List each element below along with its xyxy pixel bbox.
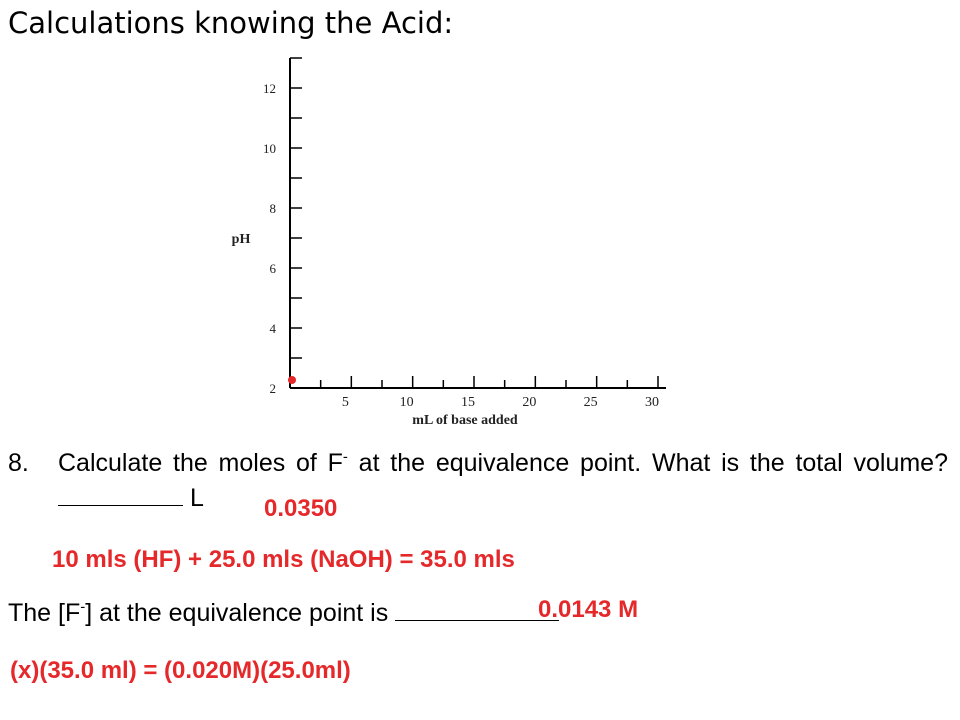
x-tick-label: 30 <box>645 395 659 410</box>
concentration-answer: 0.0143 M <box>538 596 639 623</box>
x-tick-label: 10 <box>399 395 414 410</box>
question-text <box>58 446 948 516</box>
y-tick-label: 10 <box>263 141 276 156</box>
question-text-before: Calculate the moles of F <box>58 449 343 477</box>
fluoride-charge: - <box>342 448 348 466</box>
x-tick-label: 15 <box>461 395 475 410</box>
concentration-calculation: (x)(35.0 ml) = (0.020M)(25.0ml) <box>10 657 351 684</box>
chart-ticks <box>290 58 658 388</box>
concentration-blank <box>395 598 559 621</box>
question-number: 8. <box>8 449 29 477</box>
concentration-question <box>8 598 559 628</box>
slide-title: Calculations knowing the Acid: <box>8 6 454 40</box>
question-8 <box>8 446 948 516</box>
concentration-text-after: ] at the equivalence point is <box>85 599 389 627</box>
x-tick-label: 25 <box>583 395 598 410</box>
x-tick-label: 20 <box>522 395 537 410</box>
concentration-charge: - <box>80 598 86 616</box>
chart-axes <box>290 58 666 388</box>
volume-blank <box>58 483 183 506</box>
volume-answer: 0.0350 <box>264 495 338 522</box>
question-text-after: at the equivalence point. What is the total volume? <box>347 449 948 477</box>
volume-calculation: 10 mls (HF) + 25.0 mls (NaOH) = 35.0 mls <box>52 546 515 573</box>
chart-labels <box>232 81 659 428</box>
y-tick-label: 6 <box>269 261 276 276</box>
y-tick-label: 4 <box>269 321 276 336</box>
y-tick-label: 12 <box>263 81 276 96</box>
x-axis-label: mL of base added <box>412 413 518 428</box>
y-tick-label: 2 <box>269 381 276 396</box>
volume-unit: L <box>189 484 204 512</box>
y-tick-label: 8 <box>269 201 276 216</box>
chart-points <box>288 376 296 384</box>
x-tick-label: 5 <box>341 395 349 410</box>
concentration-text-before: The [F <box>8 599 81 627</box>
data-point <box>288 376 296 384</box>
y-axis-label: pH <box>231 232 251 247</box>
